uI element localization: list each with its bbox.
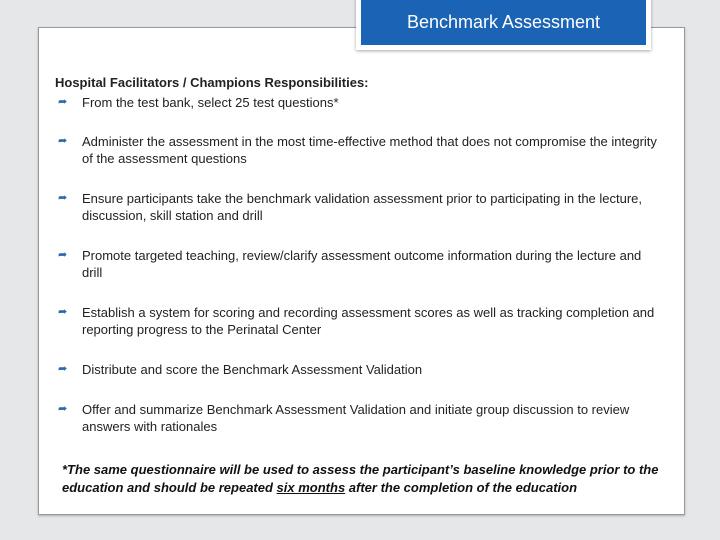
bullet-text: Administer the assessment in the most time-effective method that does not compromise the integrity of the assessment questions: [82, 134, 657, 166]
content-area: [55, 75, 665, 458]
bullet-text: From the test bank, select 25 test questions*: [82, 95, 339, 110]
bullet-item: [55, 361, 665, 378]
bullet-text: Establish a system for scoring and recording assessment scores as well as tracking completion and reporting progress to the Perinatal Center: [82, 305, 655, 337]
bullet-item: [55, 190, 665, 224]
bullet-text: Ensure participants take the benchmark validation assessment prior to participating in the lecture, discussion, skill station and drill: [82, 191, 643, 223]
footnote-emphasis: six months: [276, 480, 346, 495]
title-box: [356, 0, 651, 50]
arrow-icon: ➦: [58, 192, 68, 204]
slide-title: Benchmark Assessment: [361, 0, 646, 45]
bullet-text: Offer and summarize Benchmark Assessment Validation and initiate group discussion to review answers with rationales: [82, 402, 630, 434]
arrow-icon: ➦: [58, 306, 68, 318]
footnote-text: *The same questionnaire will be used to assess the participant’s baseline knowledge prior to the education and should be repeated: [62, 462, 659, 495]
bullet-text: Distribute and score the Benchmark Assessment Validation: [82, 362, 423, 377]
footnote: [62, 461, 672, 497]
bullet-text: Promote targeted teaching, review/clarify assessment outcome information during the lecture and drill: [82, 248, 642, 280]
footnote-text-end: after the completion of the education: [345, 480, 578, 495]
arrow-icon: ➦: [58, 96, 68, 108]
arrow-icon: ➦: [58, 249, 68, 261]
section-heading: Hospital Facilitators / Champions Responsibilities:: [55, 75, 369, 90]
arrow-icon: ➦: [58, 403, 68, 415]
bullet-item: [55, 247, 665, 281]
arrow-icon: ➦: [58, 363, 68, 375]
bullet-list: [55, 94, 665, 435]
arrow-icon: ➦: [58, 135, 68, 147]
bullet-item: [55, 94, 665, 111]
bullet-item: [55, 401, 665, 435]
bullet-item: [55, 304, 665, 338]
bullet-item: [55, 133, 665, 167]
